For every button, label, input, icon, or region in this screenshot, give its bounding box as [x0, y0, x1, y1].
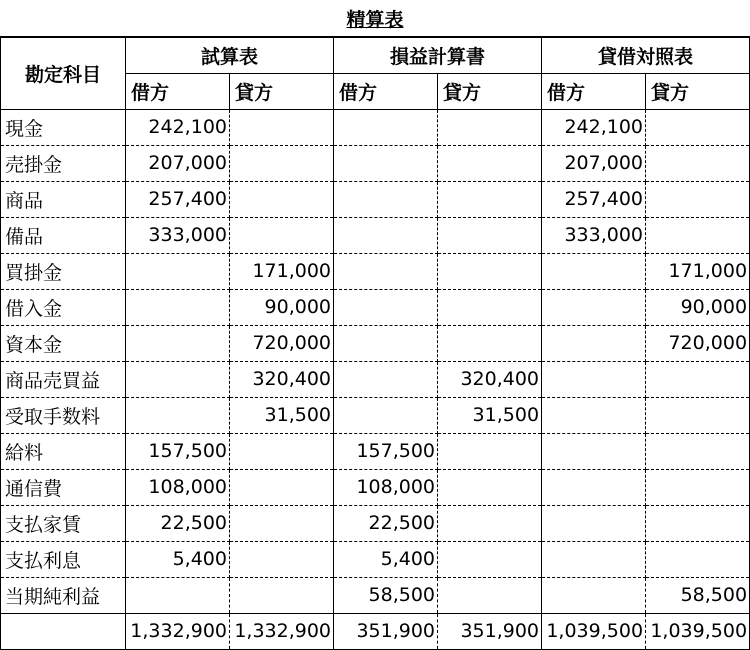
- amount-cell: [646, 145, 750, 181]
- amount-cell: [126, 289, 230, 325]
- amount-cell: [542, 253, 646, 289]
- total-cell: 1,332,900: [126, 613, 230, 649]
- amount-cell: 207,000: [126, 145, 230, 181]
- amount-cell: [438, 325, 542, 361]
- amount-cell: 171,000: [646, 253, 750, 289]
- amount-cell: [230, 433, 334, 469]
- table-row: [1, 181, 750, 217]
- amount-cell: 157,500: [334, 433, 438, 469]
- amount-cell: [438, 577, 542, 613]
- amount-cell: 5,400: [334, 541, 438, 577]
- amount-cell: [542, 505, 646, 541]
- amount-cell: [334, 325, 438, 361]
- totals-label: [1, 613, 126, 649]
- amount-cell: 257,400: [126, 181, 230, 217]
- account-name: 借入金: [1, 289, 126, 325]
- amount-cell: [126, 577, 230, 613]
- total-cell: 1,039,500: [542, 613, 646, 649]
- amount-cell: [646, 361, 750, 397]
- credit-header: 貸方: [230, 73, 334, 109]
- amount-cell: [646, 181, 750, 217]
- amount-cell: [646, 541, 750, 577]
- amount-cell: 90,000: [646, 289, 750, 325]
- amount-cell: [646, 397, 750, 433]
- account-name: 商品: [1, 181, 126, 217]
- amount-cell: 31,500: [438, 397, 542, 433]
- amount-cell: [334, 397, 438, 433]
- amount-cell: [438, 469, 542, 505]
- amount-cell: 242,100: [542, 109, 646, 145]
- trial-balance-header: 試算表: [126, 37, 334, 73]
- amount-cell: [542, 397, 646, 433]
- amount-cell: 720,000: [646, 325, 750, 361]
- table-row: [1, 361, 750, 397]
- amount-cell: 108,000: [126, 469, 230, 505]
- debit-header: 借方: [126, 73, 230, 109]
- amount-cell: [542, 325, 646, 361]
- table-row: [1, 433, 750, 469]
- account-name: 現金: [1, 109, 126, 145]
- amount-cell: [542, 433, 646, 469]
- account-name: 資本金: [1, 325, 126, 361]
- amount-cell: 242,100: [126, 109, 230, 145]
- amount-cell: 31,500: [230, 397, 334, 433]
- amount-cell: 90,000: [230, 289, 334, 325]
- amount-cell: 207,000: [542, 145, 646, 181]
- amount-cell: [230, 505, 334, 541]
- account-name: 給料: [1, 433, 126, 469]
- amount-cell: 108,000: [334, 469, 438, 505]
- amount-cell: 320,400: [438, 361, 542, 397]
- amount-cell: [126, 253, 230, 289]
- amount-cell: [230, 109, 334, 145]
- amount-cell: [230, 469, 334, 505]
- amount-cell: [542, 289, 646, 325]
- table-row: [1, 469, 750, 505]
- totals-row: [1, 613, 750, 649]
- amount-cell: [438, 109, 542, 145]
- debit-header: 借方: [334, 73, 438, 109]
- amount-cell: [230, 145, 334, 181]
- account-name: 支払家賃: [1, 505, 126, 541]
- amount-cell: [126, 325, 230, 361]
- total-cell: 1,039,500: [646, 613, 750, 649]
- amount-cell: 22,500: [126, 505, 230, 541]
- account-name: 売掛金: [1, 145, 126, 181]
- amount-cell: 257,400: [542, 181, 646, 217]
- debit-header: 借方: [542, 73, 646, 109]
- balance-sheet-header: 貸借対照表: [542, 37, 750, 73]
- table-row: [1, 577, 750, 613]
- credit-header: 貸方: [646, 73, 750, 109]
- title-row: [0, 0, 750, 36]
- table-row: [1, 289, 750, 325]
- amount-cell: [542, 361, 646, 397]
- amount-cell: [542, 469, 646, 505]
- table-row: [1, 217, 750, 253]
- amount-cell: [230, 577, 334, 613]
- account-name: 備品: [1, 217, 126, 253]
- amount-cell: [438, 289, 542, 325]
- income-statement-header: 損益計算書: [334, 37, 542, 73]
- worksheet-table: [0, 36, 750, 650]
- amount-cell: [126, 397, 230, 433]
- amount-cell: 58,500: [334, 577, 438, 613]
- amount-cell: [230, 181, 334, 217]
- amount-cell: [646, 109, 750, 145]
- amount-cell: [438, 505, 542, 541]
- amount-cell: [334, 181, 438, 217]
- amount-cell: [542, 577, 646, 613]
- amount-cell: [438, 145, 542, 181]
- amount-cell: [334, 109, 438, 145]
- amount-cell: [646, 433, 750, 469]
- table-row: [1, 541, 750, 577]
- table-row: [1, 145, 750, 181]
- table-row: [1, 253, 750, 289]
- amount-cell: [646, 505, 750, 541]
- amount-cell: [438, 253, 542, 289]
- amount-cell: [646, 217, 750, 253]
- amount-cell: 58,500: [646, 577, 750, 613]
- table-row: [1, 505, 750, 541]
- account-name: 支払利息: [1, 541, 126, 577]
- amount-cell: [438, 433, 542, 469]
- amount-cell: 157,500: [126, 433, 230, 469]
- account-name: 商品売買益: [1, 361, 126, 397]
- amount-cell: [230, 541, 334, 577]
- amount-cell: 171,000: [230, 253, 334, 289]
- credit-header: 貸方: [438, 73, 542, 109]
- total-cell: 1,332,900: [230, 613, 334, 649]
- table-row: [1, 109, 750, 145]
- account-name: 当期純利益: [1, 577, 126, 613]
- amount-cell: 5,400: [126, 541, 230, 577]
- amount-cell: [334, 361, 438, 397]
- worksheet-body: [1, 109, 750, 649]
- amount-cell: [230, 217, 334, 253]
- amount-cell: [334, 145, 438, 181]
- amount-cell: [438, 541, 542, 577]
- amount-cell: 333,000: [542, 217, 646, 253]
- amount-cell: [334, 217, 438, 253]
- worksheet-title: 精算表: [346, 8, 404, 31]
- amount-cell: [126, 361, 230, 397]
- account-name: 買掛金: [1, 253, 126, 289]
- amount-cell: [542, 541, 646, 577]
- total-cell: 351,900: [438, 613, 542, 649]
- table-row: [1, 325, 750, 361]
- table-row: [1, 397, 750, 433]
- amount-cell: 720,000: [230, 325, 334, 361]
- total-cell: 351,900: [334, 613, 438, 649]
- amount-cell: 22,500: [334, 505, 438, 541]
- amount-cell: 333,000: [126, 217, 230, 253]
- account-header: 勘定科目: [1, 37, 126, 109]
- amount-cell: 320,400: [230, 361, 334, 397]
- account-name: 受取手数料: [1, 397, 126, 433]
- amount-cell: [438, 181, 542, 217]
- amount-cell: [334, 289, 438, 325]
- amount-cell: [646, 469, 750, 505]
- account-name: 通信費: [1, 469, 126, 505]
- amount-cell: [334, 253, 438, 289]
- amount-cell: [438, 217, 542, 253]
